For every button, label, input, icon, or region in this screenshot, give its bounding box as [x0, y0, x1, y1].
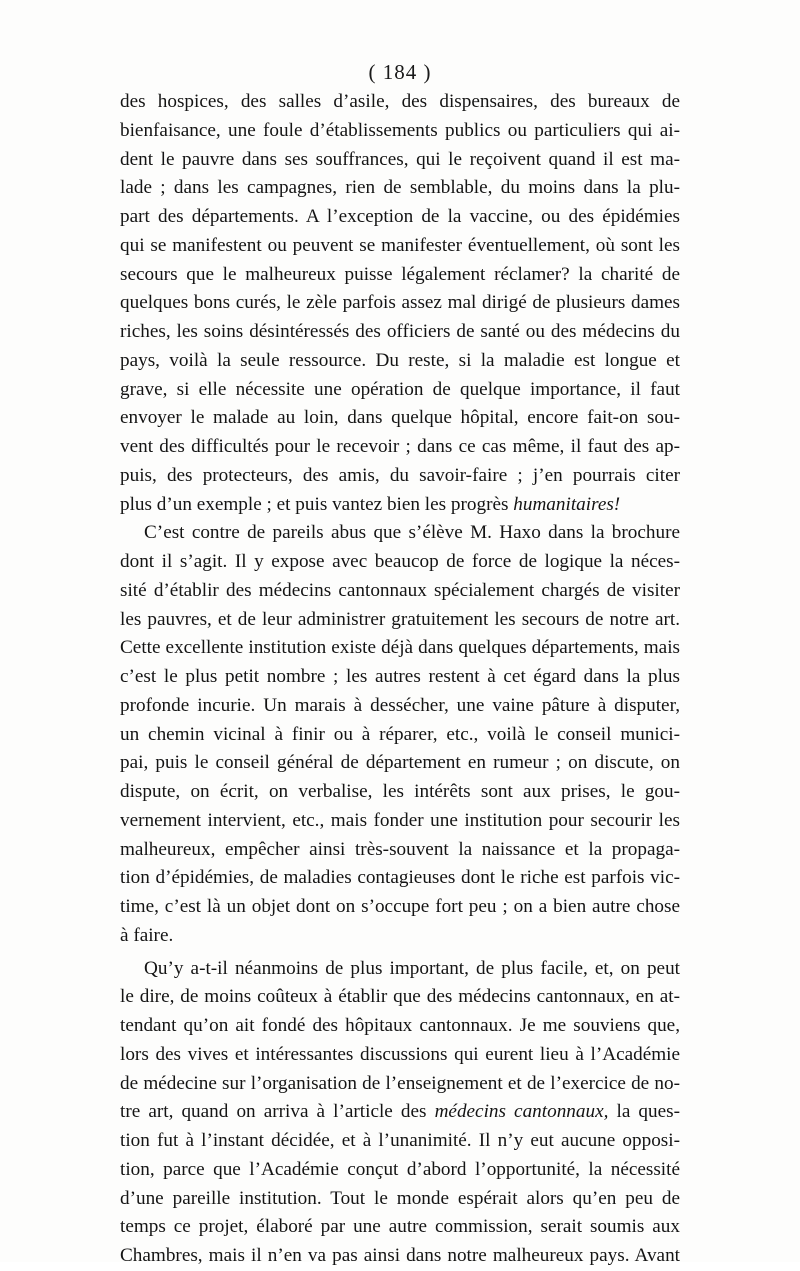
body-text	[120, 88, 680, 1271]
text-segment: pai, puis le conseil général de département en rumeur ; on discute, on	[120, 752, 680, 774]
text-segment: pays, voilà la seule ressource. Du reste, si la maladie est longue et	[120, 349, 680, 371]
text-segment: à faire.	[120, 924, 174, 946]
italic-term: médecins cantonnaux,	[434, 1101, 609, 1123]
text-line	[120, 577, 680, 606]
text-segment: tion, parce que l’Académie conçut d’abord l’opportunité, la nécessité	[120, 1158, 680, 1180]
text-segment: part des départements. A l’exception de la vaccine, ou des épidémies	[120, 206, 680, 227]
text-segment: malheureux, empêcher ainsi très-souvent la naissance et la propaga-	[120, 838, 680, 860]
text-line	[120, 749, 680, 778]
text-line	[120, 347, 680, 376]
text-line	[120, 1070, 680, 1099]
text-segment: profonde incurie. Un marais à dessécher, une vaine pâture à disputer,	[120, 694, 680, 716]
text-line	[120, 146, 680, 175]
text-line	[120, 117, 680, 146]
text-line	[120, 663, 680, 692]
page-number: ( 184 )	[368, 60, 432, 84]
text-segment: tendant qu’on ait fondé des hôpitaux cantonnaux. Je me souviens que,	[120, 1015, 680, 1036]
text-line	[120, 433, 680, 462]
text-segment: bienfaisance, une foule d’établissements publics ou particuliers qui ai-	[120, 119, 680, 141]
text-line	[120, 1041, 680, 1070]
text-segment: lors des vives et intéressantes discussions qui eurent lieu à l’Académie	[120, 1043, 680, 1065]
text-segment: des hospices, des salles d’asile, des dispensaires, des bureaux de	[120, 91, 680, 112]
text-line	[120, 1127, 680, 1156]
text-line	[120, 893, 680, 922]
text-segment: plus d’un exemple ; et puis vantez bien les progrès	[120, 493, 514, 515]
text-line	[120, 634, 680, 663]
text-segment: un chemin vicinal à finir ou à réparer, etc., voilà le conseil munici-	[120, 723, 680, 745]
text-line	[120, 462, 680, 491]
text-segment: puis, des protecteurs, des amis, du savoir-faire ; j’en pourrais citer	[120, 464, 680, 486]
text-segment: grave, si elle nécessite une opération de quelque importance, il faut	[120, 378, 680, 400]
text-segment: Chambres, mais il n’en va pas ainsi dans notre malheureux pays. Avant	[120, 1245, 680, 1266]
text-line	[120, 376, 680, 405]
text-line	[120, 778, 680, 807]
text-segment: vent des difficultés pour le recevoir ; dans ce cas même, il faut des ap-	[120, 436, 680, 457]
text-segment: secours que le malheureux puisse légalement réclamer? la charité de	[120, 263, 680, 285]
text-line	[120, 1242, 680, 1271]
text-line	[120, 1012, 680, 1041]
text-line	[120, 1185, 680, 1214]
text-segment: temps ce projet, élaboré par une autre commission, serait soumis aux	[120, 1216, 680, 1238]
text-segment: qui se manifestent ou peuvent se manifester éventuellement, où sont les	[120, 234, 680, 256]
text-line	[120, 289, 680, 318]
text-line	[120, 203, 680, 232]
text-segment: vernement intervient, etc., mais fonder une institution pour secourir les	[120, 809, 680, 831]
text-segment: Cette excellente institution existe déjà dans quelques départements, mais	[120, 637, 680, 659]
text-line	[120, 548, 680, 577]
text-segment: lade ; dans les campagnes, rien de semblable, du moins dans la plu-	[120, 177, 680, 199]
text-segment: quelques bons curés, le zèle parfois assez mal dirigé de plusieurs dames	[120, 292, 680, 314]
text-line	[120, 232, 680, 261]
text-segment: sité d’établir des médecins cantonnaux spécialement chargés de visiter	[120, 579, 680, 601]
text-segment: envoyer le malade au loin, dans quelque hôpital, encore fait-on sou-	[120, 407, 680, 429]
text-line	[120, 922, 680, 951]
text-line	[120, 692, 680, 721]
text-segment: d’une pareille institution. Tout le monde espérait alors qu’en peu de	[120, 1187, 680, 1209]
text-segment: time, c’est là un objet dont on s’occupe fort peu ; on a bien autre chose	[120, 896, 680, 917]
text-line	[120, 721, 680, 750]
text-line	[120, 1098, 680, 1127]
text-line	[120, 88, 680, 117]
text-segment: C’est contre de pareils abus que s’élève M. Haxo dans la brochure	[144, 522, 680, 544]
text-line	[120, 318, 680, 347]
text-segment: c’est le plus petit nombre ; les autres restent à cet égard dans la plus	[120, 666, 680, 687]
text-segment: le dire, de moins coûteux à établir que des médecins cantonnaux, en at-	[120, 986, 680, 1008]
text-line	[120, 261, 680, 290]
text-segment: tion fut à l’instant décidée, et à l’unanimité. Il n’y eut aucune opposi-	[120, 1130, 680, 1151]
text-line	[120, 1156, 680, 1185]
italic-term: humanitaires!	[513, 493, 621, 515]
text-line	[120, 491, 680, 520]
text-segment: dent le pauvre dans ses souffrances, qui le reçoivent quand il est ma-	[120, 148, 680, 170]
text-line	[120, 404, 680, 433]
text-line	[120, 519, 680, 548]
text-segment: riches, les soins désintéressés des officiers de santé ou des médecins du	[120, 321, 680, 342]
text-segment: les pauvres, et de leur administrer gratuitement les secours de notre art.	[120, 608, 680, 630]
text-segment: Qu’y a-t-il néanmoins de plus important, de plus facile, et, on peut	[144, 957, 680, 979]
text-segment: dont il s’agit. Il y expose avec beaucop de force de logique la néces-	[120, 551, 680, 572]
text-line	[120, 606, 680, 635]
text-line	[120, 983, 680, 1012]
text-line	[120, 174, 680, 203]
text-segment: de médecine sur l’organisation de l’enseignement et de l’exercice de no-	[120, 1072, 680, 1094]
text-segment: la ques-	[608, 1101, 680, 1123]
text-segment: tion d’épidémies, de maladies contagieuses dont le riche est parfois vic-	[120, 867, 680, 889]
text-line	[120, 955, 680, 984]
text-line	[120, 807, 680, 836]
text-segment: dispute, on écrit, on verbalise, les intérêts sont aux prises, le gou-	[120, 781, 680, 802]
text-segment: tre art, quand on arriva à l’article des	[120, 1101, 435, 1123]
text-line	[120, 836, 680, 865]
text-line	[120, 1213, 680, 1242]
text-line	[120, 864, 680, 893]
